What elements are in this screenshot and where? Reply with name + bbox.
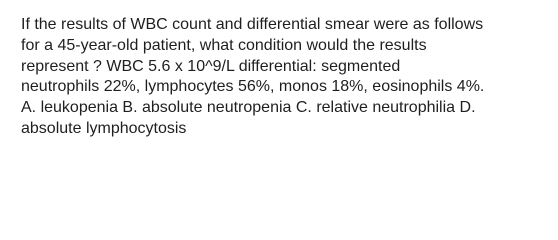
question-text: If the results of WBC count and differential smear were as follows for a 45-year-old patient, what condition would the results represent ? WBC 5.6 x 10^9/L differential: segmented neutrophils 22%, lymphocytes 56%, monos 18%, eosinophils 4%. A. leukopenia B. absolute neutropenia C. relative neutrophilia D. absolute lymphocytosis — [21, 16, 485, 137]
